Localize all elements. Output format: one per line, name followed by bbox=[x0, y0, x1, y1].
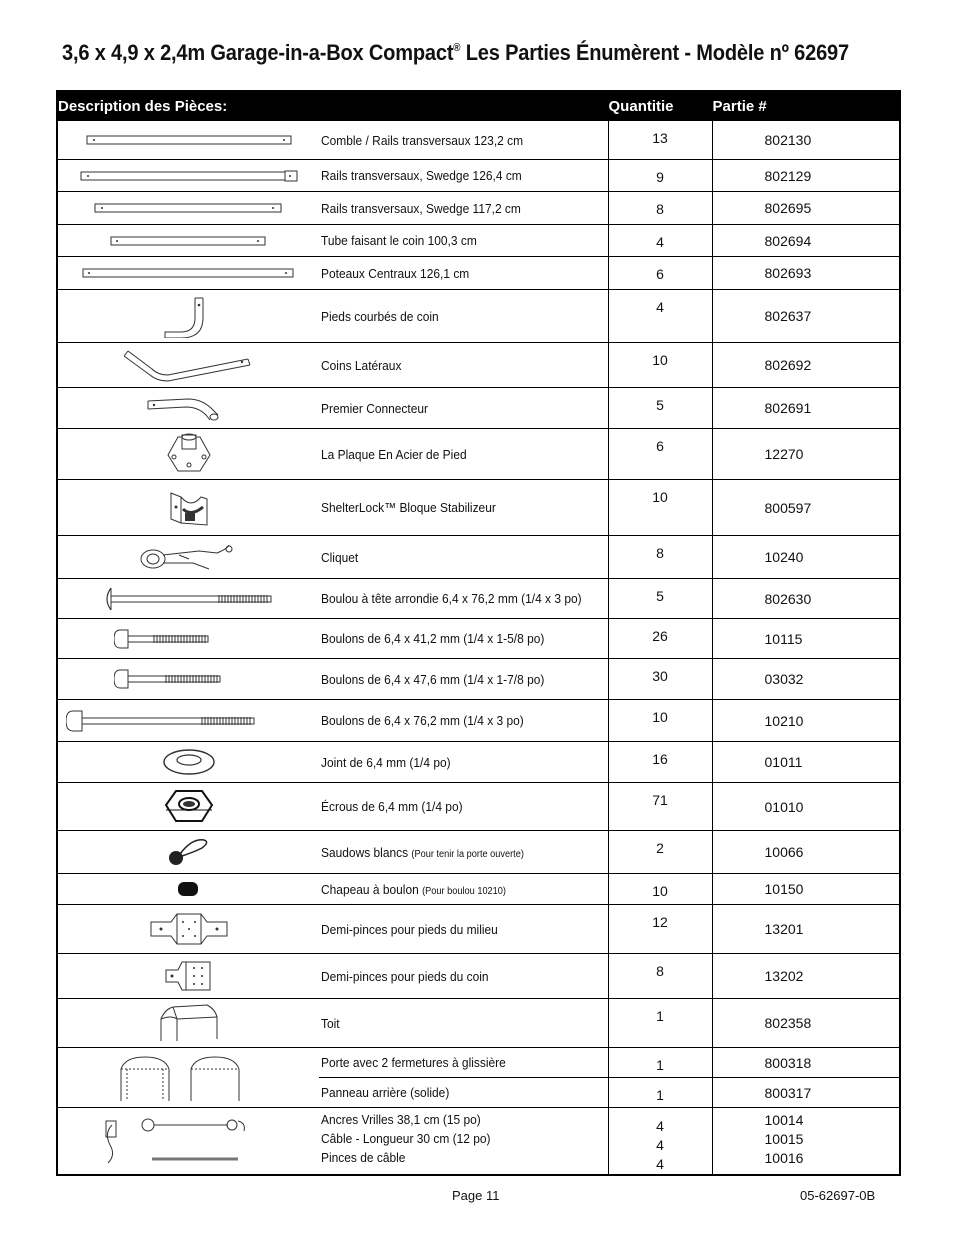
rail-icon bbox=[57, 192, 319, 225]
part-number: 802130 bbox=[712, 121, 900, 160]
table-row bbox=[57, 343, 900, 388]
part-description: Joint de 6,4 mm (1/4 po) bbox=[321, 754, 451, 770]
table-row bbox=[57, 160, 900, 192]
table-row bbox=[57, 429, 900, 480]
bolt-long-icon bbox=[57, 700, 319, 742]
part-quantity: 4 bbox=[608, 290, 712, 343]
page-title: 3,6 x 4,9 x 2,4m Garage-in-a-Box Compact® Les Parties Énumèrent - Modèle nº 62697 bbox=[62, 40, 849, 65]
table-row bbox=[57, 874, 900, 905]
part-quantity: 10 bbox=[608, 700, 712, 742]
table-row bbox=[57, 1048, 900, 1078]
table-row bbox=[57, 536, 900, 579]
document-code: 05-62697-0B bbox=[800, 1188, 876, 1203]
ball-bungee-icon bbox=[57, 831, 319, 874]
part-description: ShelterLock™ Bloque Stabilizeur bbox=[321, 500, 496, 515]
washer-icon bbox=[57, 742, 319, 783]
part-description: Boulons de 6,4 x 76,2 mm (1/4 x 3 po) bbox=[321, 713, 524, 728]
part-quantity: 6 bbox=[608, 257, 712, 290]
part-description: Cliquet bbox=[321, 549, 359, 565]
part-quantity: 5 bbox=[608, 579, 712, 619]
part-number: 800318 bbox=[712, 1048, 900, 1078]
part-number: 10066 bbox=[712, 831, 900, 874]
part-description: Comble / Rails transversaux 123,2 cm bbox=[321, 132, 524, 148]
part-quantity: 16 bbox=[608, 742, 712, 783]
ratchet-icon bbox=[57, 536, 319, 579]
part-number: 10240 bbox=[712, 536, 900, 579]
part-quantity: 4 bbox=[608, 225, 712, 257]
part-number: 802637 bbox=[712, 290, 900, 343]
part-number: 800317 bbox=[712, 1078, 900, 1108]
table-row bbox=[57, 290, 900, 343]
part-number: 802129 bbox=[712, 160, 900, 192]
rail-swedge-icon bbox=[57, 160, 319, 192]
anchor-kit-icon bbox=[57, 1108, 319, 1176]
part-quantity: 30 bbox=[608, 659, 712, 700]
part-description: Panneau arrière (solide) bbox=[321, 1085, 450, 1100]
part-number: 10150 bbox=[712, 874, 900, 905]
part-quantity: 4 bbox=[656, 1137, 664, 1153]
part-quantity: 10 bbox=[608, 480, 712, 536]
bolt-medium-icon bbox=[57, 659, 319, 700]
table-row bbox=[57, 579, 900, 619]
part-quantity: 4 bbox=[656, 1156, 664, 1172]
table-row bbox=[57, 999, 900, 1048]
part-number: 802358 bbox=[712, 999, 900, 1048]
part-number: 802694 bbox=[712, 225, 900, 257]
part-description: Toit bbox=[321, 1015, 340, 1031]
part-number: 10115 bbox=[712, 619, 900, 659]
table-row bbox=[57, 783, 900, 831]
foot-plate-icon bbox=[57, 429, 319, 480]
roof-cover-icon bbox=[57, 999, 319, 1048]
part-quantity: 8 bbox=[608, 954, 712, 999]
door-and-panel-icon bbox=[57, 1048, 319, 1108]
round-head-bolt-icon bbox=[57, 579, 319, 619]
part-number: 802691 bbox=[712, 388, 900, 429]
part-description: La Plaque En Acier de Pied bbox=[321, 446, 467, 462]
part-description: Poteaux Centraux 126,1 cm bbox=[321, 265, 470, 281]
part-description: Boulons de 6,4 x 47,6 mm (1/4 x 1-7/8 po) bbox=[321, 671, 545, 687]
part-quantity: 8 bbox=[608, 192, 712, 225]
table-row bbox=[57, 388, 900, 429]
part-description: Coins Latéraux bbox=[321, 357, 402, 373]
part-description: Saudows blancs bbox=[321, 844, 412, 860]
corner-clamp-icon bbox=[57, 954, 319, 999]
part-number: 10210 bbox=[712, 700, 900, 742]
part-number: 802630 bbox=[712, 579, 900, 619]
part-description: Rails transversaux, Swedge 126,4 cm bbox=[321, 168, 522, 183]
part-description: Écrous de 6,4 mm (1/4 po) bbox=[321, 799, 463, 814]
part-description: Demi-pinces pour pieds du coin bbox=[321, 968, 489, 984]
part-number: 13202 bbox=[712, 954, 900, 999]
bent-foot-icon bbox=[57, 290, 319, 343]
bolt-short-icon bbox=[57, 619, 319, 659]
part-number: 10015 bbox=[764, 1131, 804, 1147]
part-quantity: 9 bbox=[608, 160, 712, 192]
part-number: 12270 bbox=[712, 429, 900, 480]
nut-icon bbox=[57, 783, 319, 831]
table-row bbox=[57, 480, 900, 536]
first-connector-icon bbox=[57, 388, 319, 429]
table-row bbox=[57, 659, 900, 700]
part-quantity: 10 bbox=[608, 343, 712, 388]
part-description: Demi-pinces pour pieds du milieu bbox=[321, 921, 498, 937]
part-number: 01011 bbox=[712, 742, 900, 783]
part-quantity: 1 bbox=[608, 1048, 712, 1078]
table-header bbox=[57, 91, 900, 121]
part-quantity: 71 bbox=[608, 783, 712, 831]
part-quantity: 8 bbox=[608, 536, 712, 579]
part-description: Rails transversaux, Swedge 117,2 cm bbox=[321, 200, 521, 216]
part-quantity: 6 bbox=[608, 429, 712, 480]
part-description: Câble - Longueur 30 cm (12 po) bbox=[321, 1131, 491, 1146]
header-quantity: Quantitie bbox=[608, 91, 712, 121]
table-row bbox=[57, 1108, 900, 1176]
table-row bbox=[57, 257, 900, 290]
table-row bbox=[57, 905, 900, 954]
part-quantity: 26 bbox=[608, 619, 712, 659]
part-number: 13201 bbox=[712, 905, 900, 954]
part-quantity: 10 bbox=[608, 874, 712, 905]
table-row bbox=[57, 619, 900, 659]
part-number: 802695 bbox=[712, 192, 900, 225]
side-corner-icon bbox=[57, 343, 319, 388]
part-note: (Pour tenir la porte ouverte) bbox=[411, 848, 524, 860]
table-row bbox=[57, 954, 900, 999]
part-quantity: 13 bbox=[608, 121, 712, 160]
table-row bbox=[57, 121, 900, 160]
page-number: Page 11 bbox=[452, 1188, 500, 1203]
header-description: Description des Pièces: bbox=[57, 91, 608, 121]
table-row bbox=[57, 192, 900, 225]
rail-long-icon bbox=[57, 121, 319, 160]
table-row bbox=[57, 700, 900, 742]
parts-table bbox=[56, 90, 901, 1176]
part-quantity: 12 bbox=[608, 905, 712, 954]
part-number: 802692 bbox=[712, 343, 900, 388]
part-description: Chapeau à boulon bbox=[321, 881, 423, 897]
corner-tube-icon bbox=[57, 225, 319, 257]
middle-clamp-icon bbox=[57, 905, 319, 954]
part-quantity: 1 bbox=[608, 1078, 712, 1108]
part-description: Pinces de câble bbox=[321, 1150, 406, 1165]
header-part: Partie # bbox=[712, 91, 900, 121]
part-description: Pieds courbés de coin bbox=[321, 308, 439, 324]
part-description: Boulons de 6,4 x 41,2 mm (1/4 x 1-5/8 po) bbox=[321, 631, 545, 646]
part-quantity: 4 bbox=[656, 1118, 664, 1134]
part-quantity: 5 bbox=[608, 388, 712, 429]
shelterlock-icon bbox=[57, 480, 319, 536]
center-post-icon bbox=[57, 257, 319, 290]
part-description: Porte avec 2 fermetures à glissière bbox=[321, 1055, 506, 1070]
table-row bbox=[57, 742, 900, 783]
part-number: 10014 bbox=[764, 1112, 804, 1128]
part-description: Tube faisant le coin 100,3 cm bbox=[321, 233, 477, 248]
bolt-cap-icon bbox=[57, 874, 319, 905]
part-number: 10016 bbox=[764, 1150, 804, 1166]
part-note: (Pour boulou 10210) bbox=[422, 885, 506, 897]
part-number: 03032 bbox=[712, 659, 900, 700]
part-description: Ancres Vrilles 38,1 cm (15 po) bbox=[321, 1112, 481, 1127]
part-quantity: 1 bbox=[608, 999, 712, 1048]
part-description: Premier Connecteur bbox=[321, 400, 429, 416]
part-quantity: 2 bbox=[608, 831, 712, 874]
part-number: 802693 bbox=[712, 257, 900, 290]
part-number: 800597 bbox=[712, 480, 900, 536]
table-row bbox=[57, 831, 900, 874]
part-description: Boulou à tête arrondie 6,4 x 76,2 mm (1/4 x 3 po) bbox=[321, 591, 582, 606]
part-number: 01010 bbox=[712, 783, 900, 831]
table-row bbox=[57, 225, 900, 257]
